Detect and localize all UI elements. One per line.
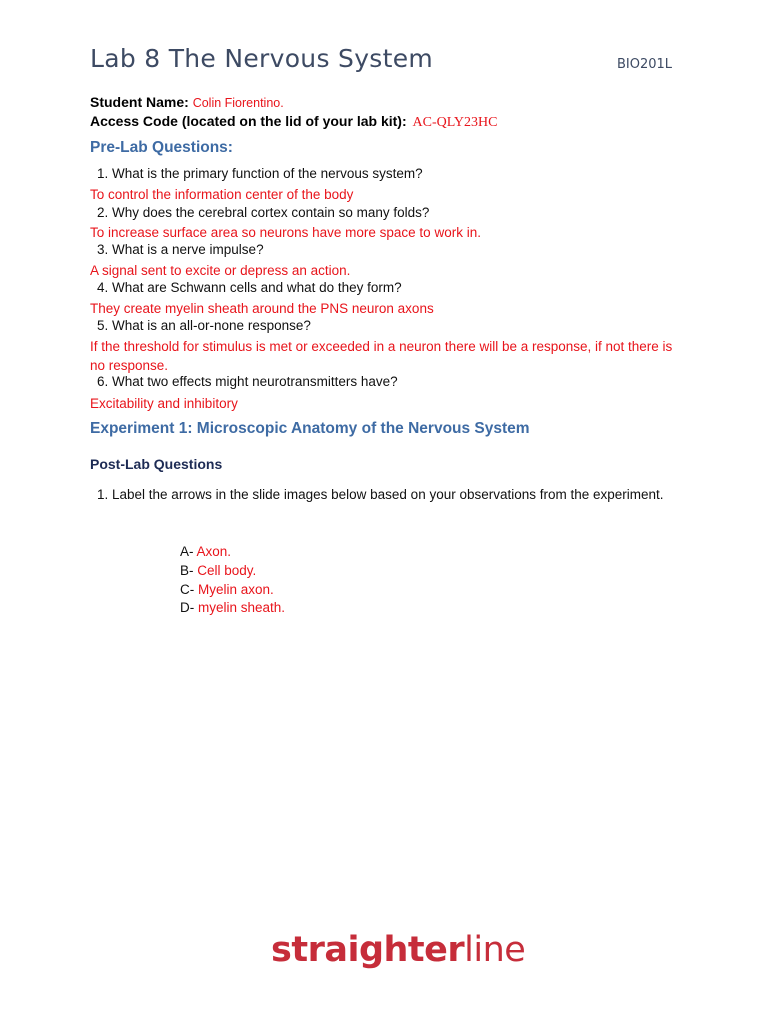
logo-light-text: line — [464, 930, 526, 970]
label-item-b — [180, 563, 256, 578]
prelab-question-4: 4. What are Schwann cells and what do they form? — [97, 280, 402, 295]
label-answer: Myelin axon. — [198, 582, 274, 597]
straighterline-logo — [271, 930, 525, 970]
prelab-question-2: 2. Why does the cerebral cortex contain so many folds? — [97, 205, 430, 220]
label-answer: Axon. — [196, 544, 232, 559]
prelab-answer-3: A signal sent to excite or depress an action. — [90, 263, 351, 278]
label-answer: myelin sheath. — [198, 600, 286, 615]
label-letter: B- — [180, 563, 194, 578]
postlab-heading: Post-Lab Questions — [90, 456, 223, 472]
label-letter: D- — [180, 600, 195, 615]
prelab-question-6: 6. What two effects might neurotransmitters have? — [97, 374, 398, 389]
prelab-question-3: 3. What is a nerve impulse? — [97, 242, 264, 257]
label-item-c — [180, 582, 274, 597]
logo-bold-text: straighter — [271, 930, 465, 970]
access-code-value: AC-QLY23HC — [412, 115, 498, 130]
prelab-question-5: 5. What is an all-or-none response? — [97, 318, 311, 333]
label-answer: Cell body. — [197, 563, 257, 578]
label-item-d — [180, 600, 285, 615]
prelab-heading: Pre-Lab Questions: — [90, 139, 233, 156]
access-code-label: Access Code (located on the lid of your lab kit): — [90, 113, 407, 129]
label-item-a — [180, 544, 231, 559]
postlab-question-1: 1. Label the arrows in the slide images below based on your observations from the experiment. — [97, 487, 664, 502]
prelab-answer-2: To increase surface area so neurons have more space to work in. — [90, 225, 481, 240]
prelab-answer-1: To control the information center of the body — [90, 187, 354, 202]
prelab-answer-4: They create myelin sheath around the PNS neuron axons — [90, 301, 434, 316]
prelab-answer-6: Excitability and inhibitory — [90, 396, 238, 411]
experiment-heading: Experiment 1: Microscopic Anatomy of the Nervous System — [90, 420, 530, 437]
label-letter: C- — [180, 582, 195, 597]
prelab-question-1: 1. What is the primary function of the nervous system? — [97, 166, 423, 181]
student-name-line — [90, 94, 284, 110]
prelab-answer-5: If the threshold for stimulus is met or exceeded in a neuron there will be a response, if not there is no response. — [90, 339, 673, 373]
course-code: BIO201L — [617, 57, 673, 72]
label-letter: A- — [180, 544, 194, 559]
access-code-line — [90, 113, 497, 131]
student-name-value: Colin Fiorentino. — [192, 96, 284, 110]
student-name-label: Student Name: — [90, 94, 189, 110]
page-title: Lab 8 The Nervous System — [90, 44, 434, 73]
